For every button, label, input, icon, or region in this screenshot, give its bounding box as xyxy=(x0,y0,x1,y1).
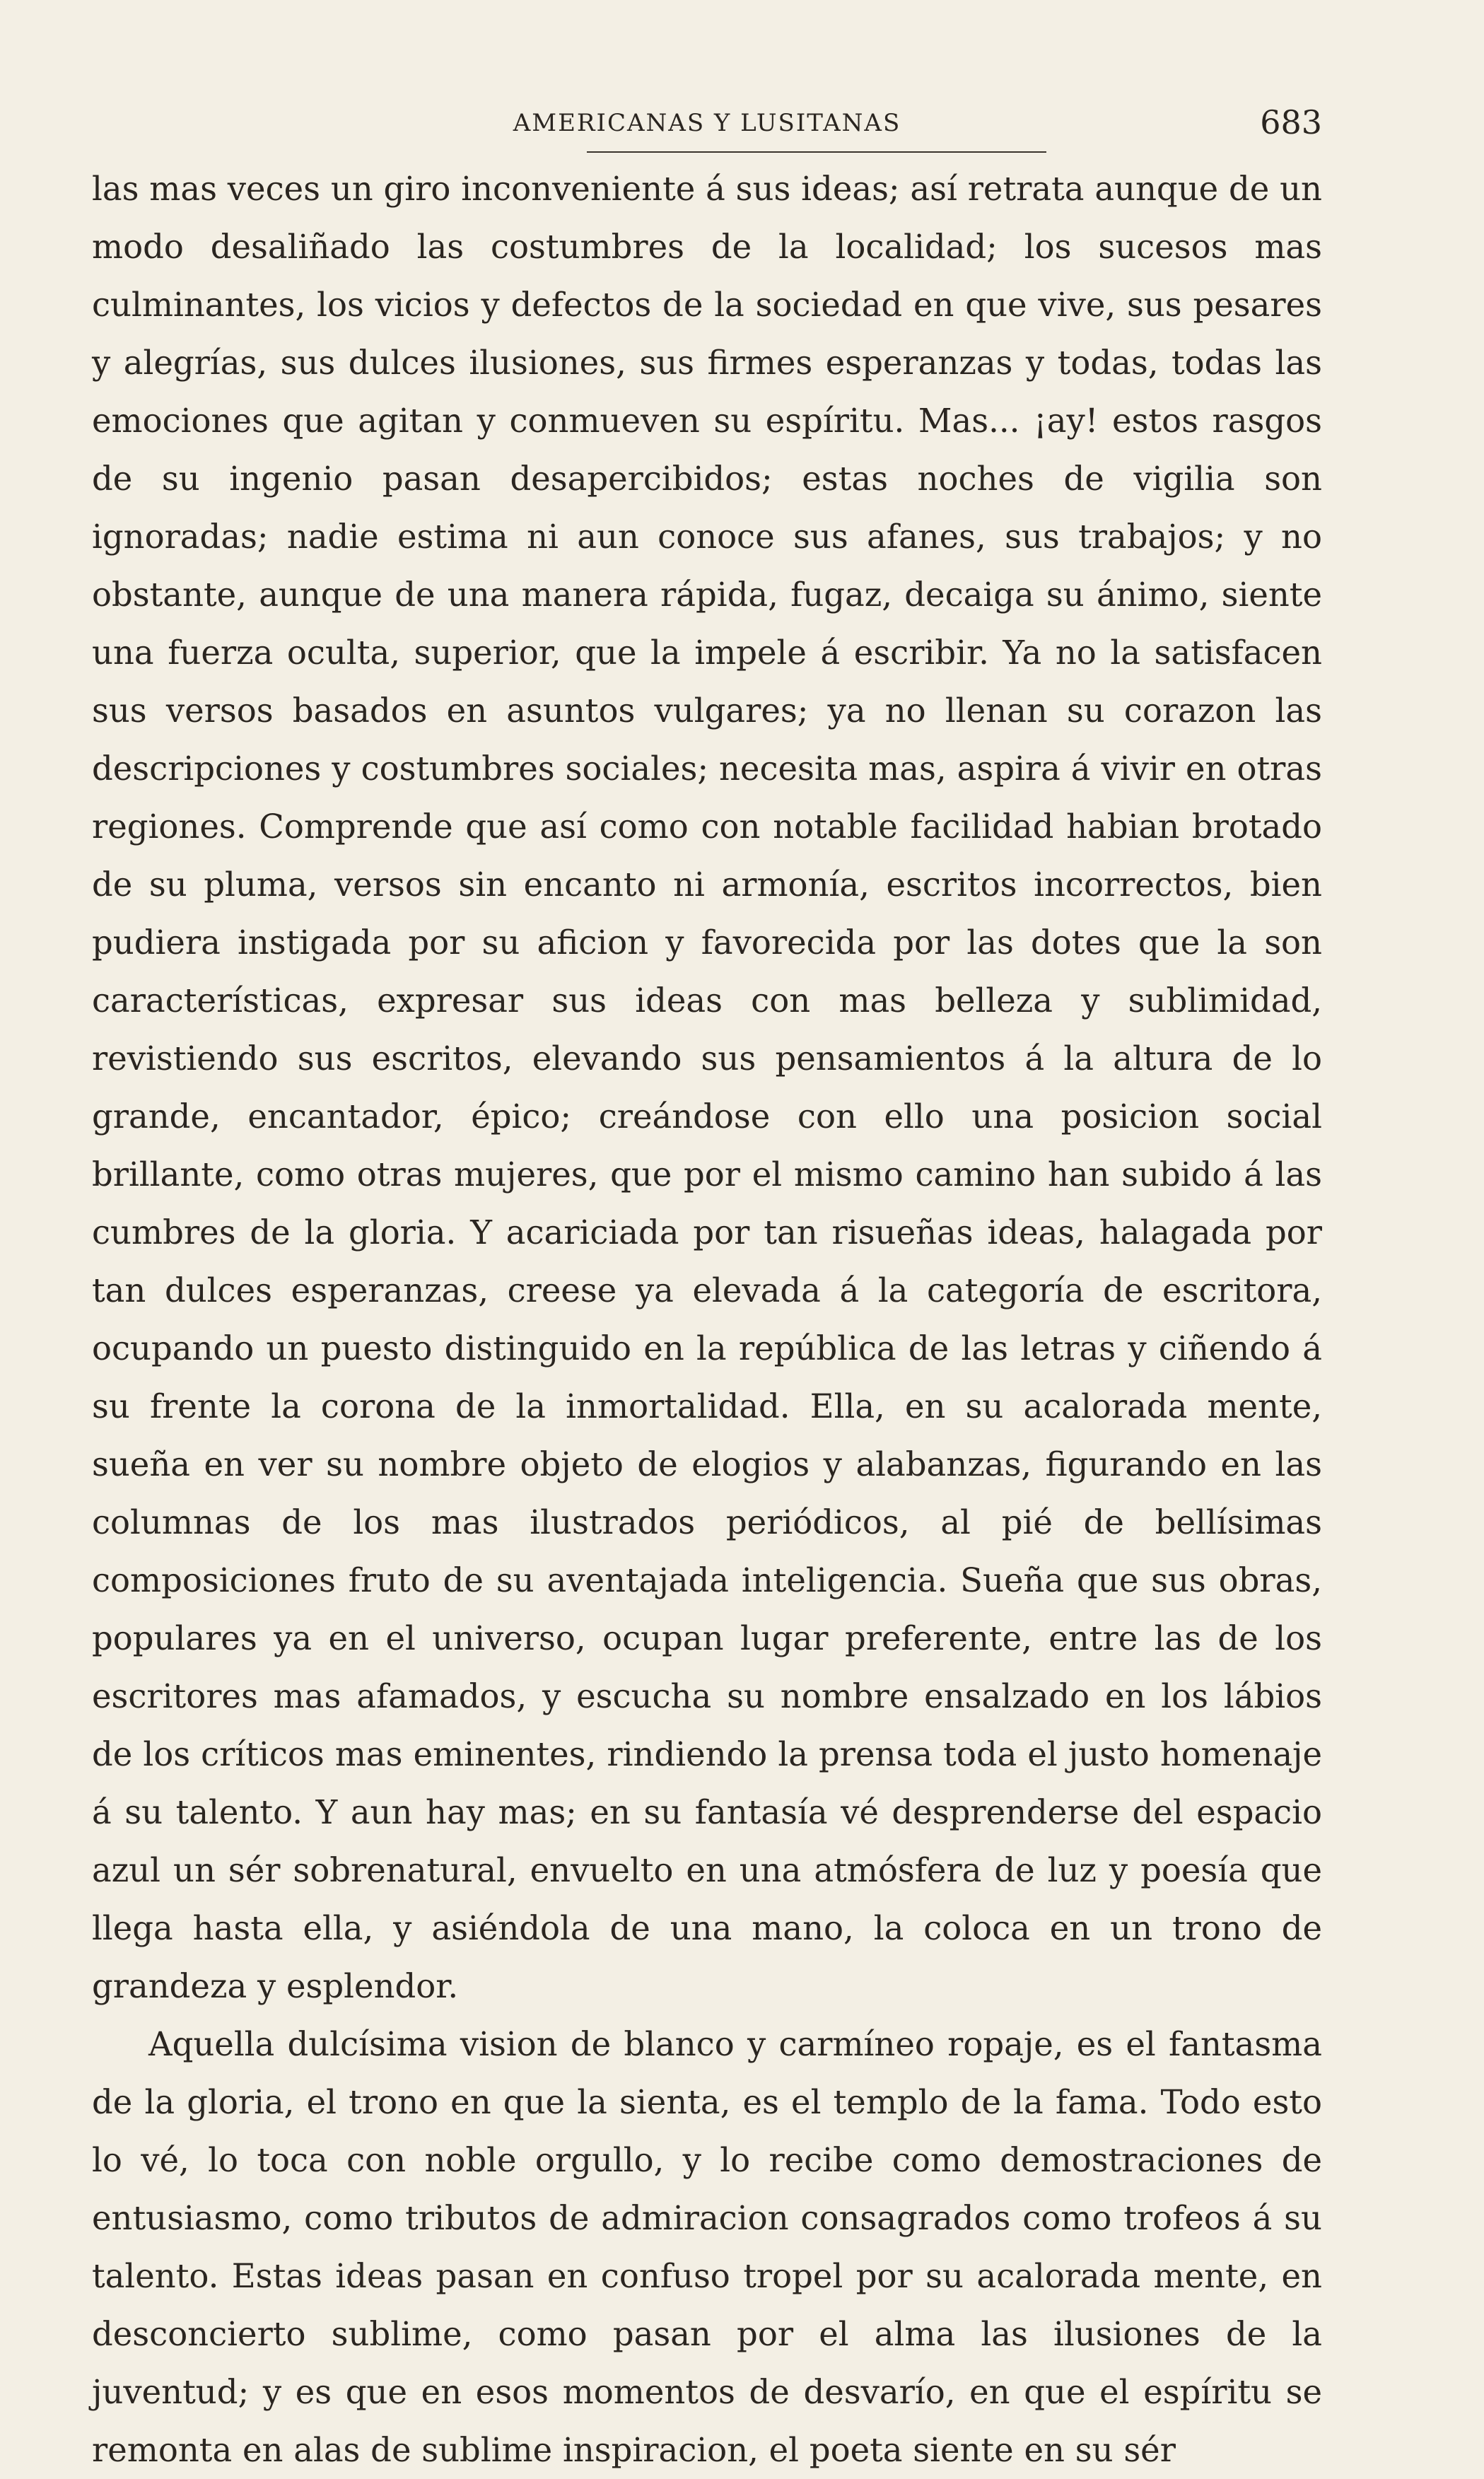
paragraph-2: Aquella dulcísima vision de blanco y carmíneo ropaje, es el fantasma de la gloria, el trono en que la sienta, es el templo de la fama. Todo esto lo vé, lo toca con noble orgullo, y lo recibe como demostraciones de entusiasmo, como tributos de admiracion consagrados como trofeos á su talento. Estas ideas pasan en confuso tropel por su acalorada mente, en desconcierto sublime, como pasan por el alma las ilusiones de la juventud; y es que en esos momentos de desvarío, en que el espíritu se remonta en alas de sublime inspiracion, el poeta siente en su sér xyxy=(92,2025,1322,2469)
page-number: 683 xyxy=(1260,103,1322,141)
header-rule xyxy=(587,151,1046,153)
paragraph-1: las mas veces un giro inconveniente á sus ideas; así retrata aunque de un modo desaliñado las costumbres de la localidad; los sucesos mas culminantes, los vicios y defectos de la sociedad en que vive, sus pesares y alegrías, sus dulces ilusiones, sus firmes esperanzas y todas, todas las emociones que agitan y conmueven su espíritu. Mas... ¡ay! estos rasgos de su ingenio pasan desapercibidos; estas noches de vigilia son ignoradas; nadie estima ni aun conoce sus afanes, sus trabajos; y no obstante, aunque de una manera rápida, fugaz, decaiga su ánimo, siente una fuerza oculta, superior, que la impele á escribir. Ya no la satisfacen sus versos basados en asuntos vulgares; ya no llenan su corazon las descripciones y costumbres sociales; necesita mas, aspira á vivir en otras regiones. Comprende que así como con notable facilidad habian brotado de su pluma, versos sin encanto ni armonía, escritos incorrectos, bien pudiera instigada por su aficion y favorecida por las dotes que la son características, expresar sus ideas con mas belleza y sublimidad, revistiendo sus escritos, elevando sus pensamientos á la altura de lo grande, encantador, épico; creándose con ello una posicion social brillante, como otras mujeres, que por el mismo camino han subido á las cumbres de la gloria. Y acariciada por tan risueñas ideas, halagada por tan dulces esperanzas, creese ya elevada á la categoría de escritora, ocupando un puesto distinguido en la república de las letras y ciñendo á su frente la corona de la inmortalidad. Ella, en su acalorada mente, sueña en ver su nombre objeto de elogios y alabanzas, figurando en las columnas de los mas ilustrados periódicos, al pié de bellísimas composiciones fruto de su aventajada inteligencia. Sueña que sus obras, populares ya en el universo, ocupan lugar preferente, entre las de los escritores mas afamados, y escucha su nombre ensalzado en los lábios de los críticos mas eminentes, rindiendo la prensa toda el justo homenaje á su talento. Y aun hay mas; en su fantasía vé desprenderse del espacio azul un sér sobrenatural, envuelto en una atmósfera de luz y poesía que llega hasta ella, y asiéndola de una mano, la coloca en un trono de grandeza y esplendor. xyxy=(92,170,1322,2005)
running-title: AMERICANAS Y LUSITANAS xyxy=(513,109,901,137)
body-text xyxy=(92,160,1322,2479)
running-head xyxy=(92,99,1322,156)
